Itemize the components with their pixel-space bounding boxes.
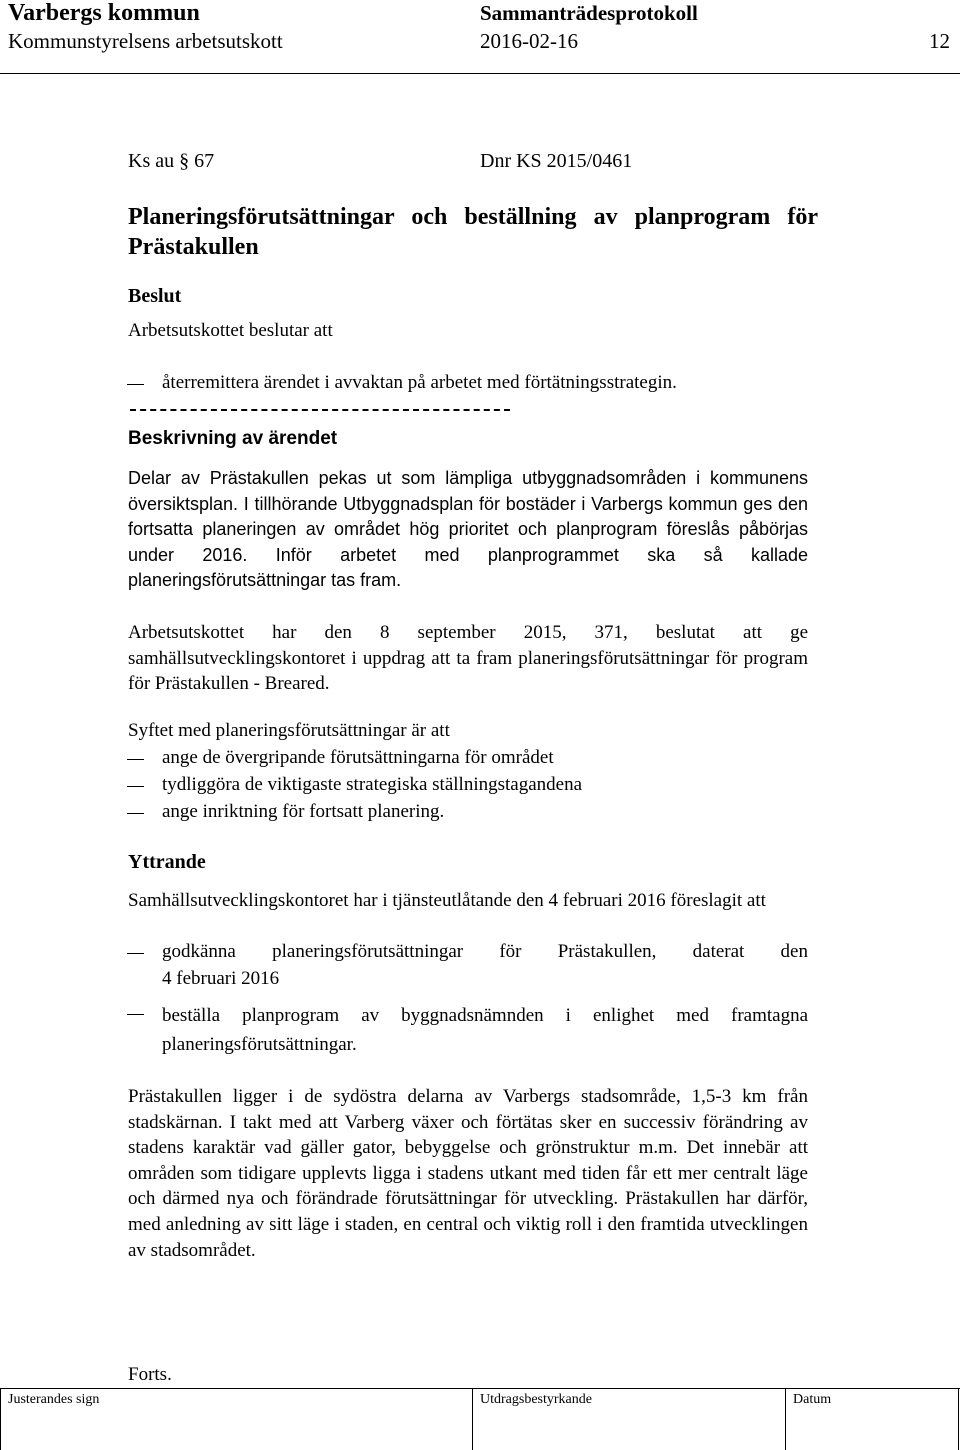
yttrande-item-2: beställa planprogram av byggnadsnämnden i enlighet med framtagna planeringsförutsättningar. xyxy=(162,1005,808,1055)
dashed-separator xyxy=(130,409,510,411)
beskrivning-paragraph-1: Delar av Prästakullen pekas ut som lämpliga utbyggnadsområden i kommunens översiktsplan. I tillhörande Utbyggnadsplan för bostäder i Varbergs kommun ges den fortsatta planeringen av området hög prioritet och planprogram föreslås påbörjas under 2016. Inför arbetet med planprogrammet ska så kallade planeringsförutsättningar tas fram. xyxy=(128,468,808,591)
footer-border-right xyxy=(958,1388,959,1450)
footer-border xyxy=(785,1388,786,1450)
bullet-dash xyxy=(127,759,144,760)
syfte-item: tydliggöra de viktigaste strategiska ställningstagandena xyxy=(162,774,583,795)
case-dnr: Dnr KS 2015/0461 xyxy=(480,150,633,172)
bullet-dash xyxy=(127,786,144,787)
beslut-item: återremittera ärendet i avvaktan på arbetet med förtätningsstrategin. xyxy=(162,372,677,393)
case-title: Planeringsförutsättningar och beställning av planprogram för Prästakullen xyxy=(128,204,818,260)
committee-name: Kommunstyrelsens arbetsutskott xyxy=(8,29,283,53)
page-number: 12 xyxy=(929,29,950,53)
footer-date-label: Datum xyxy=(793,1392,832,1407)
syfte-item: ange inriktning för fortsatt planering. xyxy=(162,801,445,822)
bullet-dash xyxy=(127,384,144,385)
footer-extract-label: Utdragsbestyrkande xyxy=(480,1392,592,1407)
footer-border-left xyxy=(0,1388,1,1450)
case-number: Ks au § 67 xyxy=(128,150,215,172)
bullet-dash xyxy=(127,953,144,954)
syfte-intro: Syftet med planeringsförutsättningar är att xyxy=(128,720,450,741)
yttrande-heading: Yttrande xyxy=(128,851,206,873)
yttrande-intro: Samhällsutvecklingskontoret har i tjänsteutlåtande den 4 februari 2016 föreslagit att xyxy=(128,890,766,911)
bullet-dash xyxy=(127,1014,144,1015)
footer-sign-label: Justerandes sign xyxy=(8,1392,100,1407)
beslut-intro: Arbetsutskottet beslutar att xyxy=(128,320,333,341)
beslut-heading: Beslut xyxy=(128,285,182,307)
yttrande-item-1-line-2: 4 februari 2016 xyxy=(162,968,280,989)
yttrande-item-1-line-1: godkänna planeringsförutsättningar för Prästakullen, daterat den xyxy=(162,941,808,962)
header-divider xyxy=(0,73,960,74)
continued-label: Forts. xyxy=(128,1364,172,1385)
syfte-item: ange de övergripande förutsättningarna för området xyxy=(162,747,554,768)
beskrivning-paragraph-2: Arbetsutskottet har den 8 september 2015, 371, beslutat att ge samhällsutvecklingskontoret i uppdrag att ta fram planeringsförutsättningar för program för Prästakullen - Breared. xyxy=(128,622,808,695)
yttrande-paragraph: Prästakullen ligger i de sydöstra delarna av Varbergs stadsområde, 1,5-3 km från stadskärnan. I takt med att Varberg växer och förtätas sker en successiv förändring av stadens karaktär vad gäller gator, bebyggelse och grönstruktur m.m. Det innebär att områden som tidigare upplevts ligga i stadens utkant med tiden får ett mer centralt läge och därmed nya och förändrade förutsättningar för utveckling. Prästakullen har därför, med anledning av sitt läge i staden, en central och viktig roll i den framtida utvecklingen av stadsområdet. xyxy=(128,1086,808,1261)
protocol-date: 2016-02-16 xyxy=(480,29,578,53)
footer-border xyxy=(472,1388,473,1450)
beskrivning-heading: Beskrivning av ärendet xyxy=(128,428,338,449)
organization-name: Varbergs kommun xyxy=(8,0,200,26)
protocol-type: Sammanträdesprotokoll xyxy=(480,1,698,25)
bullet-dash xyxy=(127,813,144,814)
footer-divider xyxy=(0,1388,960,1389)
